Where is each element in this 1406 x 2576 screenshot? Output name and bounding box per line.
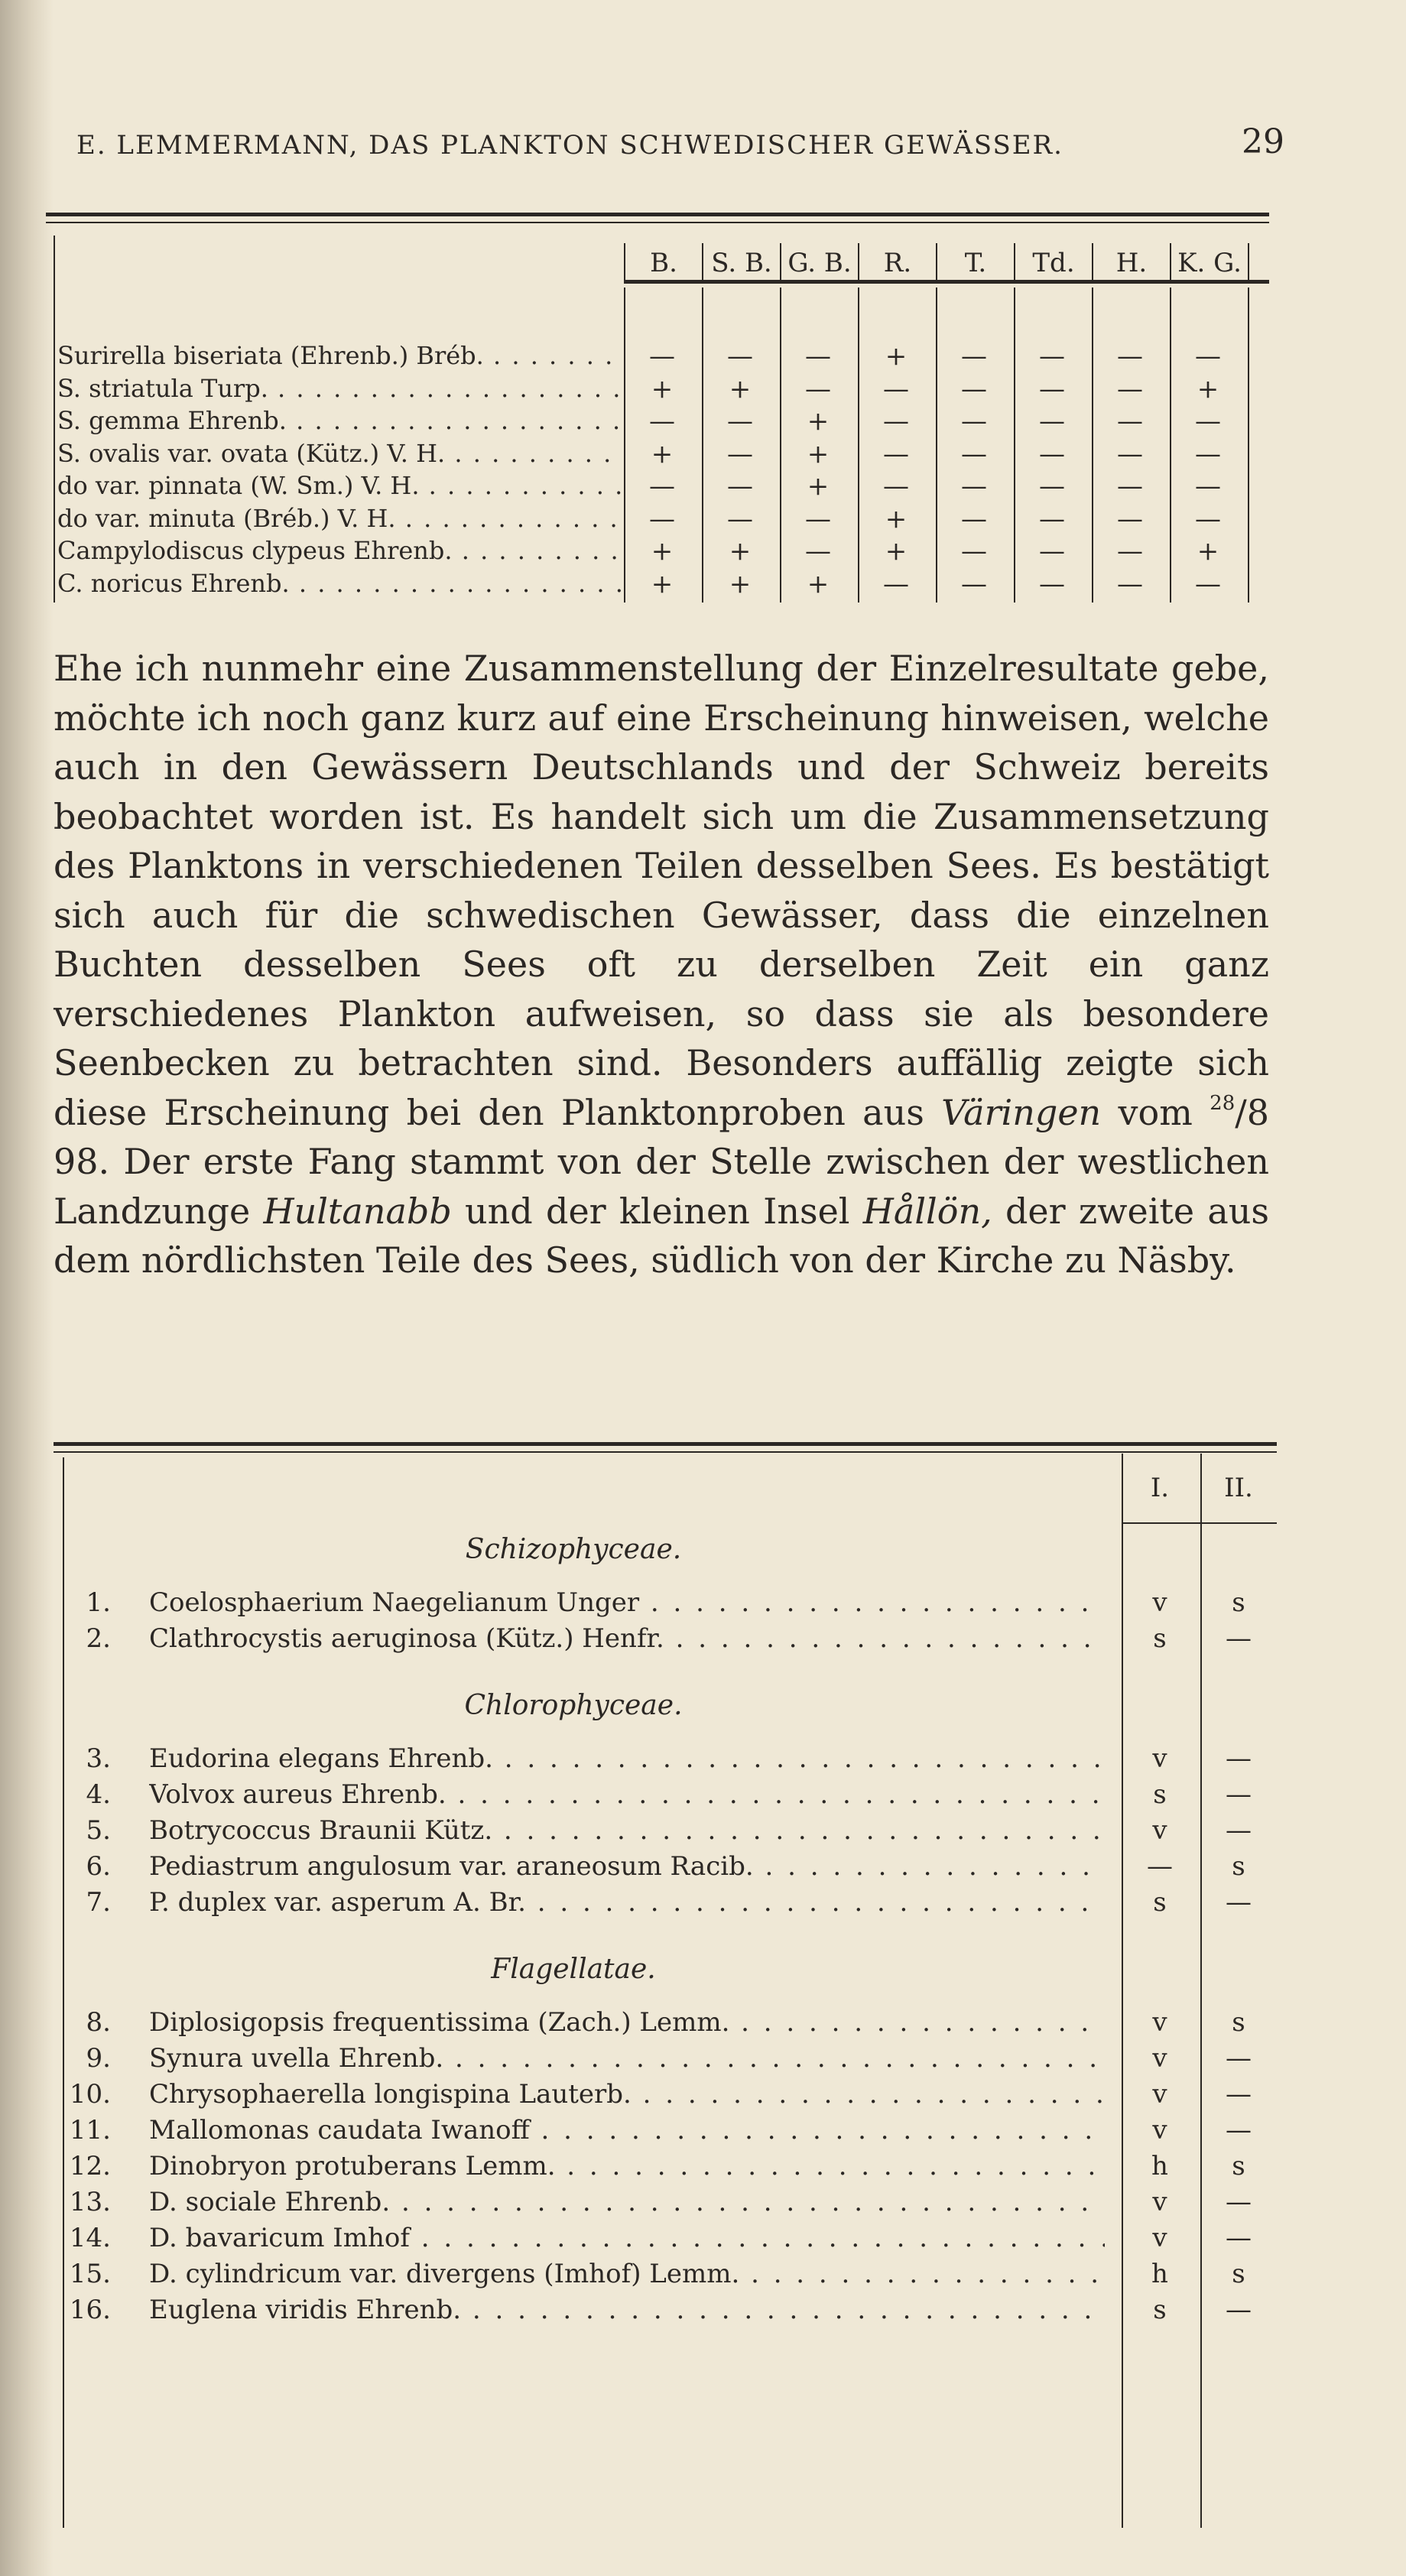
column-divider	[780, 287, 781, 603]
abundance-sample-1: v	[1152, 2223, 1167, 2253]
table-row	[54, 2187, 1277, 2221]
row-number: 9.	[86, 2043, 111, 2074]
table-row	[54, 1851, 1277, 1886]
header-rule	[1122, 1522, 1277, 1524]
running-header	[76, 122, 1284, 168]
occurrence-mark: —	[883, 568, 909, 599]
occurrence-mark: —	[961, 406, 987, 437]
species-name: Volvox aureus Ehrenb. . . .	[149, 1779, 1105, 1810]
species-name: Campylodiscus clypeus Ehrenb. . . .	[57, 536, 623, 565]
occurrence-mark: —	[727, 438, 753, 469]
abundance-sample-2: s	[1232, 2007, 1245, 2038]
column-header-label: K. G.	[1177, 248, 1242, 278]
table-rule	[46, 222, 1269, 223]
occurrence-mark: +	[1197, 536, 1219, 567]
section-heading: Schizophyceae.	[465, 1534, 682, 1565]
table-rule	[54, 1451, 1277, 1453]
abundance-sample-1: s	[1153, 1887, 1167, 1918]
abundance-sample-1: v	[1152, 1587, 1167, 1618]
abundance-sample-1: s	[1153, 1779, 1167, 1810]
row-number: 8.	[86, 2007, 111, 2038]
occurrence-mark: +	[885, 341, 908, 372]
abundance-sample-2: —	[1226, 2115, 1252, 2146]
column-header	[702, 243, 780, 281]
species-name: Mallomonas caudata Iwanoff . . .	[149, 2115, 1105, 2146]
occurrence-mark: —	[961, 503, 987, 534]
occurrence-mark: —	[1117, 373, 1143, 404]
species-name: S. ovalis var. ovata (Kütz.) V. H. . . .	[57, 439, 623, 468]
abundance-sample-1: v	[1152, 2187, 1167, 2217]
row-number: 15.	[69, 2259, 111, 2289]
occurrence-mark: +	[807, 568, 830, 599]
occurrence-mark: —	[1117, 341, 1143, 372]
occurrence-mark: —	[1195, 503, 1221, 534]
occurrence-mark: —	[1039, 503, 1065, 534]
paragraph-text: vom	[1118, 1091, 1193, 1133]
occurrence-mark: —	[1117, 503, 1143, 534]
row-number: 3.	[86, 1743, 111, 1774]
species-name: S. gemma Ehrenb. . . .	[57, 406, 623, 435]
table-row	[54, 1587, 1277, 1622]
species-name: D. bavaricum Imhof . . .	[149, 2223, 1105, 2253]
abundance-sample-1: v	[1152, 2115, 1167, 2146]
occurrence-mark: —	[883, 438, 909, 469]
column-divider	[1014, 287, 1015, 603]
row-number: 14.	[69, 2223, 111, 2253]
place-name: Hultanabb	[263, 1190, 452, 1232]
section-heading: Chlorophyceae.	[464, 1690, 683, 1721]
species-name: C. noricus Ehrenb. . . .	[57, 569, 623, 598]
row-number: 10.	[69, 2079, 111, 2110]
occurrence-mark: +	[807, 438, 830, 469]
occurrence-mark: +	[885, 503, 908, 534]
occurrence-mark: —	[1117, 438, 1143, 469]
table-row	[54, 2151, 1277, 2185]
species-name: S. striatula Turp. . . .	[57, 374, 623, 403]
occurrence-mark: —	[961, 536, 987, 567]
table-row	[54, 1815, 1277, 1850]
occurrence-mark: —	[1117, 406, 1143, 437]
occurrence-mark: +	[729, 568, 752, 599]
occurrence-mark: +	[1197, 373, 1219, 404]
species-name: Eudorina elegans Ehrenb. . . .	[149, 1743, 1105, 1774]
occurrence-mark: —	[1039, 438, 1065, 469]
column-divider	[1170, 287, 1171, 603]
occurrence-mark: —	[805, 536, 831, 567]
species-name: do var. pinnata (W. Sm.) V. H. . . .	[57, 471, 623, 500]
paragraph-text: Ehe ich nunmehr eine Zusammenstellung der Einzelresultate gebe, möchte ich noch ganz kurz auf eine Erscheinung hinweisen, welche auch in den Gewässern Deutschlands und der Schweiz bereits beobachtet worden ist. Es handelt sich um die Zusammensetzung des Planktons in verschiedenen Teilen desselben Sees. Es bestätigt sich auch für die schwedischen Gewässer, dass die einzelnen Buchten desselben Sees oft zu derselben Zeit ein ganz verschiedenes Plankton aufweisen, so dass sie als besondere Seenbecken zu betrachten sind. Besonders auffällig zeigte sich diese Erscheinung bei den Planktonproben aus	[54, 648, 1269, 1133]
species-name: Clathrocystis aeruginosa (Kütz.) Henfr. . . .	[149, 1623, 1105, 1654]
occurrence-mark: —	[1039, 341, 1065, 372]
occurrence-mark: —	[883, 406, 909, 437]
row-number: 1.	[86, 1587, 111, 1618]
occurrence-mark: —	[649, 503, 675, 534]
abundance-sample-2: —	[1226, 2187, 1252, 2217]
table-row	[54, 1887, 1277, 1921]
column-divider	[1248, 287, 1249, 603]
occurrence-mark: —	[961, 341, 987, 372]
paragraph-text: /8 98. Der erste Fang stammt von der Stelle zwischen der westlichen Landzunge	[54, 1091, 1270, 1232]
body-paragraph	[54, 644, 1269, 1285]
abundance-sample-2: —	[1226, 2223, 1252, 2253]
occurrence-table-stations	[46, 213, 1269, 610]
species-name: Euglena viridis Ehrenb. . . .	[149, 2295, 1105, 2325]
table-row	[54, 1623, 1277, 1658]
table-row	[54, 2007, 1277, 2042]
column-header	[1014, 243, 1092, 281]
column-divider	[702, 287, 703, 603]
occurrence-mark: —	[1039, 373, 1065, 404]
occurrence-mark: —	[649, 406, 675, 437]
abundance-sample-2: —	[1226, 1815, 1252, 1846]
abundance-sample-2: s	[1232, 2151, 1245, 2181]
row-number: 6.	[86, 1851, 111, 1882]
abundance-sample-1: v	[1152, 2007, 1167, 2038]
column-header: I.	[1150, 1473, 1170, 1503]
column-header-label: H.	[1115, 248, 1148, 278]
occurrence-mark: —	[727, 471, 753, 502]
paragraph-text: der zweite aus dem nördlichsten Teile des Sees, südlich von der Kirche zu Näsby.	[54, 1190, 1270, 1281]
occurrence-mark: —	[961, 373, 987, 404]
occurrence-mark: +	[729, 536, 752, 567]
abundance-sample-2: —	[1226, 1743, 1252, 1774]
running-title: E. LEMMERMANN, DAS PLANKTON SCHWEDISCHER GEWÄSSER.	[76, 130, 1063, 161]
column-header-label: G. B.	[787, 248, 852, 278]
column-divider	[1092, 287, 1093, 603]
occurrence-mark: —	[1117, 568, 1143, 599]
column-header: II.	[1224, 1473, 1253, 1503]
species-name: Synura uvella Ehrenb. . . .	[149, 2043, 1105, 2074]
abundance-sample-1: v	[1152, 1815, 1167, 1846]
occurrence-mark: —	[727, 341, 753, 372]
abundance-sample-2: s	[1232, 1587, 1245, 1618]
row-number: 13.	[69, 2187, 111, 2217]
species-name: D. cylindricum var. divergens (Imhof) Lemm. . . .	[149, 2259, 1105, 2289]
column-header-label: T.	[964, 248, 987, 278]
occurrence-mark: —	[1195, 568, 1221, 599]
occurrence-mark: —	[649, 471, 675, 502]
occurrence-mark: —	[883, 471, 909, 502]
date-superscript: 28	[1210, 1091, 1236, 1115]
column-header-label: S. B.	[711, 248, 772, 278]
abundance-sample-1: h	[1151, 2259, 1168, 2289]
occurrence-mark: —	[805, 373, 831, 404]
occurrence-mark: —	[961, 438, 987, 469]
occurrence-mark: —	[649, 341, 675, 372]
section-heading: Flagellatae.	[491, 1954, 656, 1985]
occurrence-mark: —	[727, 503, 753, 534]
abundance-sample-1: v	[1152, 2079, 1167, 2110]
column-header	[936, 243, 1014, 281]
abundance-sample-2: —	[1226, 2295, 1252, 2325]
occurrence-mark: +	[651, 373, 674, 404]
species-name: Coelosphaerium Naegelianum Unger . . .	[149, 1587, 1105, 1618]
occurrence-mark: —	[1039, 406, 1065, 437]
table-row	[54, 2079, 1277, 2113]
row-number: 12.	[69, 2151, 111, 2181]
occurrence-mark: —	[1195, 438, 1221, 469]
species-name: Surirella biseriata (Ehrenb.) Bréb. . . .	[57, 341, 623, 370]
table-row	[54, 2115, 1277, 2149]
table-rule	[54, 1442, 1277, 1446]
occurrence-mark: +	[807, 471, 830, 502]
occurrence-mark: +	[651, 438, 674, 469]
species-name: Botrycoccus Braunii Kütz. . . .	[149, 1815, 1105, 1846]
table-rule	[46, 213, 1269, 216]
abundance-sample-1: v	[1152, 2043, 1167, 2074]
table-row	[54, 2043, 1277, 2077]
place-name: Hållön,	[862, 1190, 992, 1232]
species-name: Diplosigopsis frequentissima (Zach.) Lemm. . . .	[149, 2007, 1105, 2038]
table-row	[54, 1743, 1277, 1778]
abundance-sample-2: s	[1232, 2259, 1245, 2289]
abundance-sample-1: s	[1153, 1623, 1167, 1654]
occurrence-mark: —	[1039, 536, 1065, 567]
species-name: Chrysophaerella longispina Lauterb. . . .	[149, 2079, 1105, 2110]
column-header-label: B.	[650, 248, 677, 278]
column-header	[858, 243, 936, 281]
column-header-label: R.	[883, 248, 912, 278]
place-name: Väringen	[941, 1091, 1102, 1133]
column-header-label: Td.	[1032, 248, 1075, 278]
abundance-sample-2: —	[1226, 1887, 1252, 1918]
occurrence-mark: —	[1117, 536, 1143, 567]
column-header	[780, 243, 858, 281]
occurrence-mark: —	[805, 503, 831, 534]
species-name: P. duplex var. asperum A. Br. . . .	[149, 1887, 1105, 1918]
occurrence-mark: —	[1117, 471, 1143, 502]
column-header	[1170, 243, 1249, 281]
column-divider	[624, 287, 625, 603]
row-number: 16.	[69, 2295, 111, 2325]
table-row	[54, 2259, 1277, 2293]
table-row	[54, 2223, 1277, 2257]
table-row	[54, 2295, 1277, 2329]
column-divider	[858, 287, 859, 603]
occurrence-mark: +	[885, 536, 908, 567]
abundance-sample-1: v	[1152, 1743, 1167, 1774]
occurrence-mark: —	[961, 568, 987, 599]
occurrence-mark: —	[727, 406, 753, 437]
abundance-sample-1: h	[1151, 2151, 1168, 2181]
paragraph-text: und der kleinen Insel	[465, 1190, 850, 1232]
row-number: 4.	[86, 1779, 111, 1810]
row-number: 2.	[86, 1623, 111, 1654]
column-header	[1092, 243, 1170, 281]
occurrence-mark: —	[961, 471, 987, 502]
occurrence-mark: —	[883, 373, 909, 404]
occurrence-mark: —	[805, 341, 831, 372]
table-row	[54, 1779, 1277, 1814]
occurrence-mark: —	[1195, 406, 1221, 437]
species-name: D. sociale Ehrenb. . . .	[149, 2187, 1105, 2217]
abundance-sample-2: —	[1226, 2043, 1252, 2074]
occurrence-mark: +	[651, 568, 674, 599]
column-header	[624, 243, 702, 281]
occurrence-mark: —	[1195, 341, 1221, 372]
abundance-sample-1: —	[1147, 1851, 1173, 1882]
species-name: Pediastrum angulosum var. araneosum Racib. . . .	[149, 1851, 1105, 1882]
row-number: 11.	[69, 2115, 111, 2146]
abundance-sample-2: —	[1226, 1779, 1252, 1810]
occurrence-mark: +	[729, 373, 752, 404]
plankton-comparison-table	[54, 1442, 1277, 2543]
abundance-sample-1: s	[1153, 2295, 1167, 2325]
species-name: do var. minuta (Bréb.) V. H. . . .	[57, 504, 623, 533]
page-number: 29	[1242, 122, 1284, 161]
table-left-border	[54, 236, 55, 603]
row-number: 7.	[86, 1887, 111, 1918]
occurrence-mark: +	[807, 406, 830, 437]
column-divider	[936, 287, 937, 603]
abundance-sample-2: —	[1226, 1623, 1252, 1654]
occurrence-mark: —	[1039, 471, 1065, 502]
occurrence-mark: —	[1195, 471, 1221, 502]
occurrence-mark: +	[651, 536, 674, 567]
abundance-sample-2: s	[1232, 1851, 1245, 1882]
row-number: 5.	[86, 1815, 111, 1846]
occurrence-mark: —	[1039, 568, 1065, 599]
abundance-sample-2: —	[1226, 2079, 1252, 2110]
species-name: Dinobryon protuberans Lemm. . . .	[149, 2151, 1105, 2181]
